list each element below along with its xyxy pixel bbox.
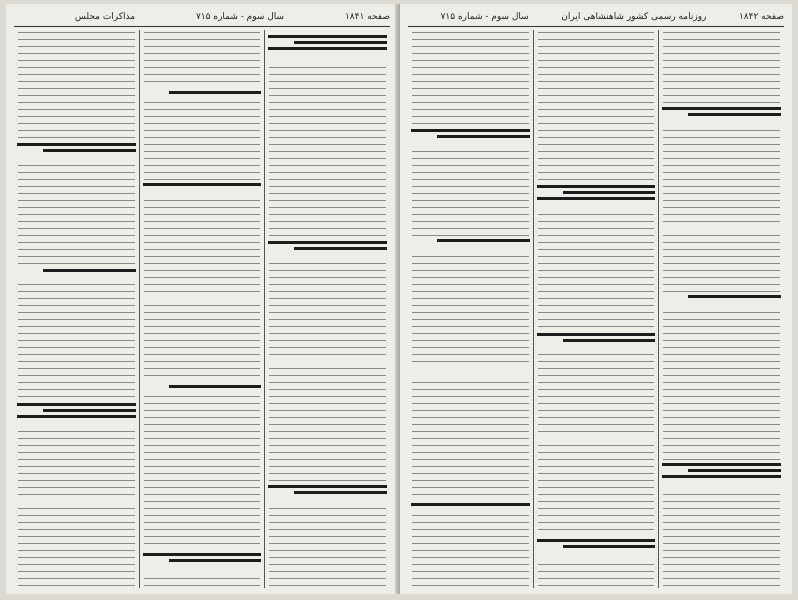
headline-block bbox=[143, 180, 262, 194]
paragraph-gap bbox=[14, 500, 139, 508]
left-page-column-3 bbox=[14, 30, 139, 588]
headline-block bbox=[143, 550, 262, 572]
left-page-column-1 bbox=[264, 30, 390, 588]
paragraph-gap bbox=[265, 356, 390, 362]
paragraph-gap bbox=[408, 368, 533, 376]
right-page bbox=[400, 4, 792, 594]
headline-block bbox=[17, 266, 136, 280]
headline-block bbox=[411, 500, 530, 514]
newspaper-spread bbox=[6, 4, 792, 594]
body-text bbox=[538, 30, 655, 588]
headline-block bbox=[662, 292, 781, 306]
right-page-masthead: روزنامه رسمی کشور شاهنشاهی ایران bbox=[561, 12, 707, 22]
headline-block bbox=[537, 536, 656, 558]
right-page-column-3 bbox=[408, 30, 533, 588]
left-page-columns bbox=[14, 30, 390, 588]
headline-block bbox=[143, 88, 262, 102]
left-page-number: صفحه ۱۸۴۱ bbox=[344, 12, 390, 22]
body-text bbox=[269, 30, 386, 588]
headline-block bbox=[662, 104, 781, 126]
headline-block bbox=[143, 382, 262, 396]
right-page-column-1 bbox=[658, 30, 784, 588]
paragraph-gap bbox=[534, 434, 659, 442]
left-page-issue: سال سوم - شماره ۷۱۵ bbox=[195, 12, 285, 22]
right-page-header-rule bbox=[408, 26, 784, 27]
left-page-section: مذاکرات مجلس bbox=[74, 12, 136, 22]
paragraph-gap bbox=[659, 226, 784, 234]
left-page-column-2 bbox=[139, 30, 265, 588]
headline-block bbox=[268, 32, 387, 62]
headline-block bbox=[268, 238, 387, 260]
body-text bbox=[144, 30, 261, 588]
right-page-issue: سال سوم - شماره ۷۱۵ bbox=[440, 12, 529, 22]
headline-block bbox=[411, 236, 530, 250]
headline-block bbox=[411, 126, 530, 148]
left-page bbox=[6, 4, 398, 594]
paragraph-gap bbox=[140, 292, 265, 300]
headline-block bbox=[537, 182, 656, 212]
headline-block bbox=[537, 330, 656, 352]
headline-block bbox=[17, 400, 136, 430]
left-page-header bbox=[14, 10, 390, 24]
right-page-number: صفحه ۱۸۴۲ bbox=[738, 12, 784, 22]
headline-block bbox=[17, 140, 136, 162]
left-page-header-rule bbox=[14, 26, 390, 27]
headline-block bbox=[268, 482, 387, 504]
right-page-columns bbox=[408, 30, 784, 588]
headline-block bbox=[662, 460, 781, 490]
right-page-header bbox=[408, 10, 784, 24]
right-page-column-2 bbox=[533, 30, 659, 588]
